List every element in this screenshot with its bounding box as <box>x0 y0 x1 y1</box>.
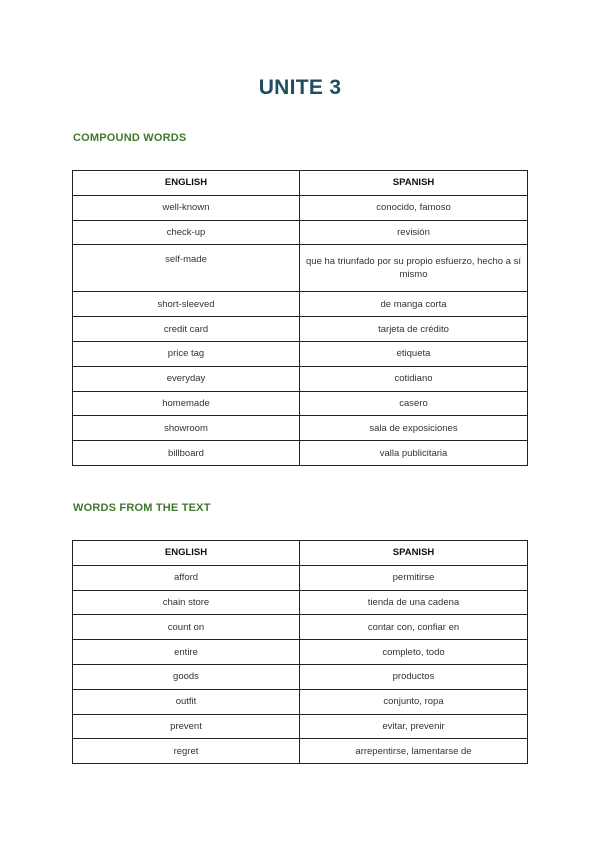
table-row <box>73 714 528 739</box>
section-heading-words-from-the-text: WORDS FROM THE TEXT <box>73 502 211 514</box>
table-row <box>73 341 528 366</box>
english-cell: short-sleeved <box>73 292 300 317</box>
english-cell: check-up <box>73 220 300 245</box>
section-heading-compound-words: COMPOUND WORDS <box>73 132 187 144</box>
spanish-cell: conocido, famoso <box>300 195 528 220</box>
spanish-cell: conjunto, ropa <box>300 689 528 714</box>
english-cell: count on <box>73 615 300 640</box>
table-header-row <box>73 541 528 566</box>
english-cell: prevent <box>73 714 300 739</box>
table-row <box>73 391 528 416</box>
spanish-cell: arrepentirse, lamentarse de <box>300 739 528 764</box>
table-row <box>73 317 528 342</box>
english-cell: afford <box>73 565 300 590</box>
spanish-cell: contar con, confiar en <box>300 615 528 640</box>
table-row <box>73 366 528 391</box>
english-cell: entire <box>73 640 300 665</box>
table-row <box>73 416 528 441</box>
spanish-cell: revisión <box>300 220 528 245</box>
english-cell: goods <box>73 664 300 689</box>
english-cell: homemade <box>73 391 300 416</box>
table-row <box>73 615 528 640</box>
table-row <box>73 664 528 689</box>
spanish-cell: sala de exposiciones <box>300 416 528 441</box>
spanish-cell: casero <box>300 391 528 416</box>
spanish-cell: etiqueta <box>300 341 528 366</box>
table-row <box>73 590 528 615</box>
column-header-spanish: SPANISH <box>300 171 528 196</box>
english-cell: showroom <box>73 416 300 441</box>
table-row <box>73 565 528 590</box>
column-header-english: ENGLISH <box>73 171 300 196</box>
table-row <box>73 739 528 764</box>
table-row <box>73 640 528 665</box>
english-cell: well-known <box>73 195 300 220</box>
english-cell: regret <box>73 739 300 764</box>
english-cell: outfit <box>73 689 300 714</box>
table-header-row <box>73 171 528 196</box>
vocabulary-table-compound-words <box>72 170 528 466</box>
page-title: UNITE 3 <box>258 76 342 99</box>
spanish-cell: completo, todo <box>300 640 528 665</box>
spanish-cell: tarjeta de crédito <box>300 317 528 342</box>
spanish-cell: valla publicitaria <box>300 441 528 466</box>
spanish-cell: tienda de una cadena <box>300 590 528 615</box>
column-header-spanish: SPANISH <box>300 541 528 566</box>
english-cell: credit card <box>73 317 300 342</box>
spanish-cell: productos <box>300 664 528 689</box>
english-text: self-made <box>165 254 207 266</box>
table-row <box>73 441 528 466</box>
table-row <box>73 220 528 245</box>
spanish-cell: evitar, prevenir <box>300 714 528 739</box>
spanish-cell: de manga corta <box>300 292 528 317</box>
vocabulary-table-words-from-text <box>72 540 528 764</box>
spanish-cell: que ha triunfado por su propio esfuerzo, hecho a sí mismo <box>300 245 528 292</box>
column-header-english: ENGLISH <box>73 541 300 566</box>
english-cell <box>73 245 300 292</box>
english-cell: price tag <box>73 341 300 366</box>
table-row <box>73 689 528 714</box>
table-row <box>73 195 528 220</box>
spanish-cell: permitirse <box>300 565 528 590</box>
table-row <box>73 292 528 317</box>
english-cell: everyday <box>73 366 300 391</box>
english-cell: chain store <box>73 590 300 615</box>
spanish-cell: cotidiano <box>300 366 528 391</box>
english-cell: billboard <box>73 441 300 466</box>
table-row <box>73 245 528 292</box>
